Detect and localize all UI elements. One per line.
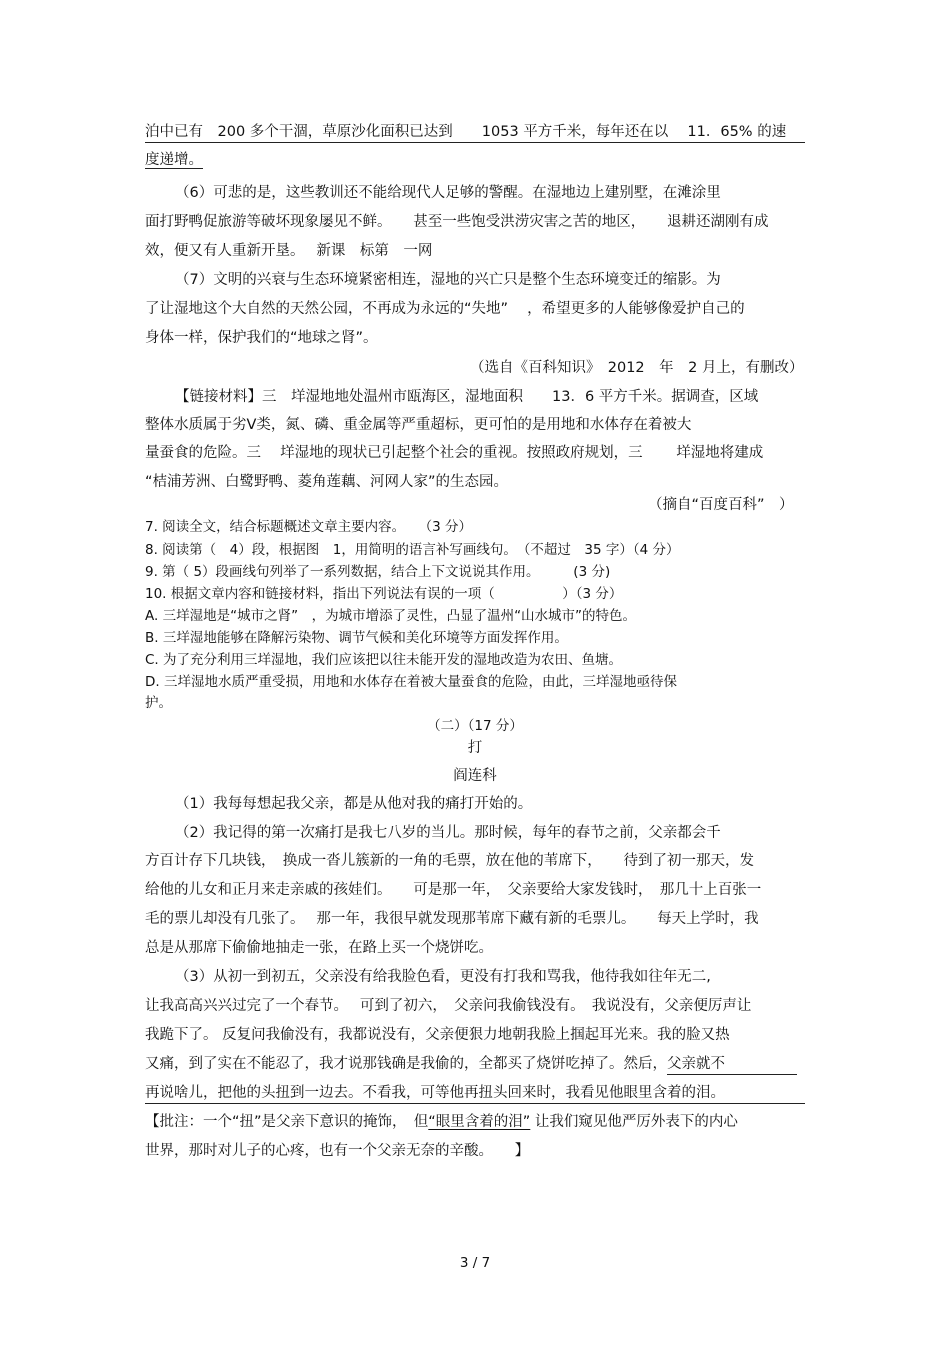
option-d: D. 三垟湿地水质严重受损，用地和水体存在着被大量蚕食的危险，由此，三垟湿地亟待保: [145, 674, 677, 690]
paragraph-2-line: （2）我记得的第一次痛打是我七八岁的当儿。那时候，每年的春节之前，父亲都会千: [175, 825, 721, 841]
paragraph-3-line: 再说啥儿，把他的头扭到一边去。不看我，可等他再扭头回来时，我看见他眼里含着的泪。: [145, 1083, 805, 1104]
paragraph-6-line: （6）可悲的是，这些教训还不能给现代人足够的警醒。在湿地边上建别墅，在滩涂里: [175, 185, 721, 201]
paragraph-6-line: 面打野鸭促旅游等破坏现象屡见不鲜。 甚至一些饱受洪涝灾害之苦的地区， 退耕还湖刚有成: [145, 214, 769, 230]
passage-line: [145, 150, 805, 170]
annotation-line: 世界，那时对儿子的心疼，也有一个父亲无奈的辛酸。 】: [145, 1143, 530, 1159]
paragraph-2-line: 毛的票儿却没有几张了。 那一年，我很早就发现那苇席下藏有新的毛票儿。 每天上学时，我: [145, 911, 759, 927]
page-number: 3 / 7: [459, 1255, 491, 1271]
paragraph-3-line: 我跪下了。 反复问我偷没有，我都说没有，父亲便狠力地朝我脸上掴起耳光来。我的脸又热: [145, 1027, 730, 1043]
option-c: C. 为了充分利用三垟湿地，我们应该把以往未能开发的湿地改造为农田、鱼塘。: [145, 652, 623, 668]
passage-line: 泊中已有 200 多个干涸，草原沙化面积已达到 1053 平方千米，每年还在以 11．65% 的速: [145, 122, 805, 143]
question-8: 8. 阅读第（ 4）段，根据图 1，用简明的语言补写画线句。 （不超过 35 字）（4 分）: [145, 542, 680, 558]
annotation-quote: “眼里含着的泪”: [428, 1114, 531, 1130]
article-author: 阎连科: [453, 768, 497, 784]
source-citation: （选自《百科知识》 2012 年 2 月上，有删改）: [470, 360, 804, 376]
paragraph-2-line: 总是从那席下偷偷地抽走一张，在路上买一个烧饼吃。: [145, 940, 493, 956]
paragraph-1: （1）我每每想起我父亲，都是从他对我的痛打开始的。: [175, 796, 533, 812]
paragraph-2-line: 方百计存下几块钱， 换成一沓儿簇新的一角的毛票，放在他的苇席下， 待到了初一那天，发: [145, 853, 754, 869]
paragraph-3-line: （3）从初一到初五，父亲没有给我脸色看，更没有打我和骂我，他待我如往年无二,: [175, 969, 711, 985]
paragraph-6-line: 效，便又有人重新开垦。 新课 标第 一网: [145, 243, 433, 259]
paragraph-3-line: [145, 1054, 805, 1075]
question-10: 10. 根据文章内容和链接材料，指出下列说法有误的一项（ ）（3 分）: [145, 586, 623, 602]
paragraph-3-text: 又痛，到了实在不能忍了，我才说那钱确是我偷的，全都买了烧饼吃掉了。然后，: [145, 1056, 667, 1072]
paragraph-3-line: 让我高高兴兴过完了一个春节。 可到了初六， 父亲问我偷钱没有。 我说没有，父亲便厉声让: [145, 998, 752, 1014]
question-7: 7. 阅读全文，结合标题概述文章主要内容。 （3 分）: [145, 519, 473, 535]
link-material-line: 【链接材料】三 垟湿地地处温州市瓯海区，湿地面积 13．6 平方千米。据调查，区域: [175, 389, 759, 405]
paragraph-7-line: （7）文明的兴衰与生态环境紧密相连，湿地的兴亡只是整个生态环境变迁的缩影。为: [175, 272, 721, 288]
annotation-text: 让我们窥见他严厉外表下的内心: [530, 1114, 738, 1130]
annotation-text: 【批注：一个“扭”是父亲下意识的掩饰， 但: [145, 1114, 429, 1130]
paragraph-7-line: 身体一样，保护我们的“地球之肾”。: [145, 330, 378, 346]
annotation-line: [145, 1112, 805, 1132]
link-material-line: 量蚕食的危险。三 垟湿地的现状已引起整个社会的重视。按照政府规划，三 垟湿地将建成: [145, 445, 764, 461]
option-d-continued: 护。: [145, 695, 172, 711]
option-b: B. 三垟湿地能够在降解污染物、调节气候和美化环境等方面发挥作用。: [145, 630, 568, 646]
section-heading: （二）（17 分）: [427, 718, 523, 734]
article-title: 打: [467, 740, 483, 756]
link-source-citation: （摘自“百度百科” ）: [648, 497, 794, 513]
paragraph-7-line: 了让湿地这个大自然的天然公园，不再成为永远的“失地” ，希望更多的人能够像爱护自己的: [145, 301, 745, 317]
link-material-line: 整体水质属于劣Ⅴ类，氮、磷、重金属等严重超标，更可怕的是用地和水体存在着被大: [145, 417, 692, 433]
paragraph-2-line: 给他的儿女和正月来走亲戚的孩娃们。 可是那一年， 父亲要给大家发钱时， 那几十上百张一: [145, 882, 762, 898]
underlined-text: 父亲就不: [667, 1054, 797, 1075]
question-9: 9. 第（ 5）段画线句列举了一系列数据，结合上下文说说其作用。 (3 分): [145, 564, 611, 580]
underlined-text: 度递增。: [145, 152, 203, 168]
link-material-line: “桔浦芳洲、白鹭野鸭、菱角莲藕、河网人家”的生态园。: [145, 474, 509, 490]
option-a: A. 三垟湿地是“城市之肾” ，为城市增添了灵性，凸显了温州“山水城市”的特色。: [145, 608, 637, 624]
